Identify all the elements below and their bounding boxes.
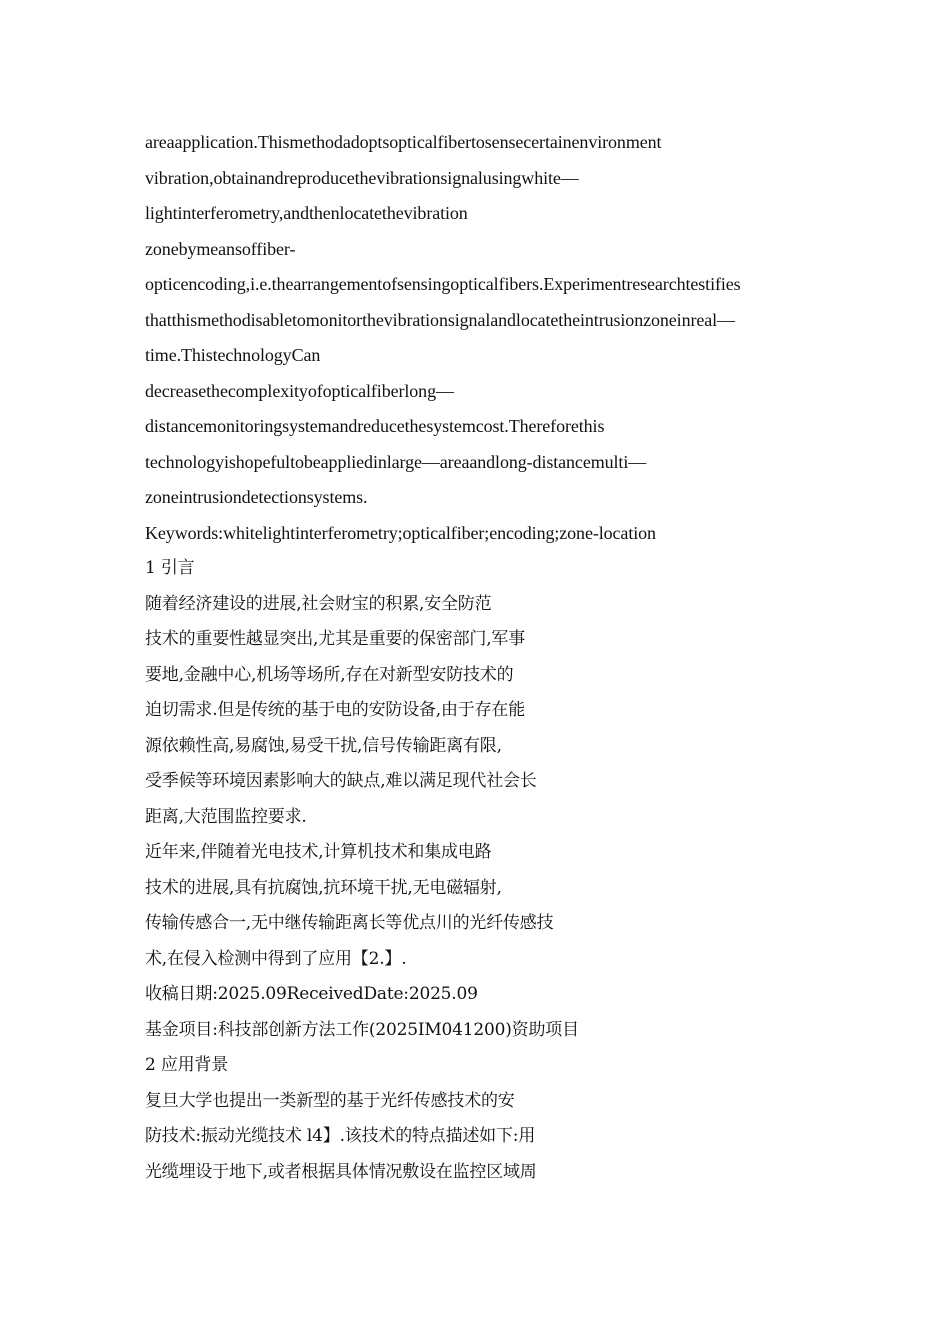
abstract-line: thatthismethodisabletomonitorthevibrationsignalandlocatetheintrusionzoneinreal— <box>145 309 735 330</box>
keywords-line: Keywords:whitelightinterferometry;opticalfiber;encoding;zone-location <box>145 522 656 543</box>
body-line: 技术的进展,具有抗腐蚀,抗环境干扰,无电磁辐射, <box>145 877 502 898</box>
body-line: 近年来,伴随着光电技术,计算机技术和集成电路 <box>145 842 492 862</box>
abstract-line: distancemonitoringsystemandreducethesystemcost.Thereforethis <box>145 416 605 436</box>
abstract-line: lightinterferometry,andthenlocatethevibration <box>145 203 468 223</box>
body-line: 复旦大学也提出一类新型的基于光纤传感技术的安 <box>145 1090 515 1111</box>
abstract-line: opticencoding,i.e.thearrangementofsensingopticalfibers.Experimentresearchtestifies <box>145 274 741 294</box>
body-line: 距离,大范围监控要求. <box>145 806 307 827</box>
body-line: 传输传感合一,无中继传输距离长等优点川的光纤传感技 <box>145 913 554 933</box>
body-line: 源依赖性高,易腐蚀,易受干扰,信号传输距离有限, <box>145 735 502 756</box>
body-line: 术,在侵入检测中得到了应用【2.】. <box>145 948 407 969</box>
body-line: 技术的重要性越显突出,尤其是重要的保密部门,军事 <box>145 629 526 649</box>
body-line: 光缆埋设于地下,或者根据具体情况敷设在监控区域周 <box>145 1161 537 1182</box>
body-line: 要地,金融中心,机场等场所,存在对新型安防技术的 <box>145 664 514 685</box>
abstract-line: areaapplication.Thismethodadoptsopticalfibertosensecertainenvironment <box>145 132 662 152</box>
body-line: 迫切需求.但是传统的基于电的安防设备,由于存在能 <box>145 700 526 720</box>
text-column <box>145 125 805 1190</box>
body-line: 随着经济建设的进展,社会财宝的积累,安全防范 <box>145 593 492 614</box>
abstract-line: zonebymeansoffiber- <box>145 238 296 259</box>
body-line: 防技术:振动光缆技术 l4】.该技术的特点描述如下:用 <box>145 1126 536 1146</box>
section-heading-introduction: 1 引言 <box>145 558 195 578</box>
abstract-line: decreasethecomplexityofopticalfiberlong— <box>145 380 454 401</box>
funding-line: 基金项目:科技部创新方法工作(2025IM041200)资助项目 <box>145 1019 579 1040</box>
abstract-line: vibration,obtainandreproducethevibrationsignalusingwhite— <box>145 167 579 188</box>
abstract-line: technologyishopefultobeappliedinlarge—areaandlong-distancemulti— <box>145 451 647 472</box>
section-heading-background: 2 应用背景 <box>145 1055 229 1075</box>
abstract-line: zoneintrusiondetectionsystems. <box>145 487 368 507</box>
received-date-line: 收稿日期:2025.09ReceivedDate:2025.09 <box>145 984 478 1004</box>
abstract-line: time.ThistechnologyCan <box>145 345 321 365</box>
body-line: 受季候等环境因素影响大的缺点,难以满足现代社会长 <box>145 771 537 791</box>
